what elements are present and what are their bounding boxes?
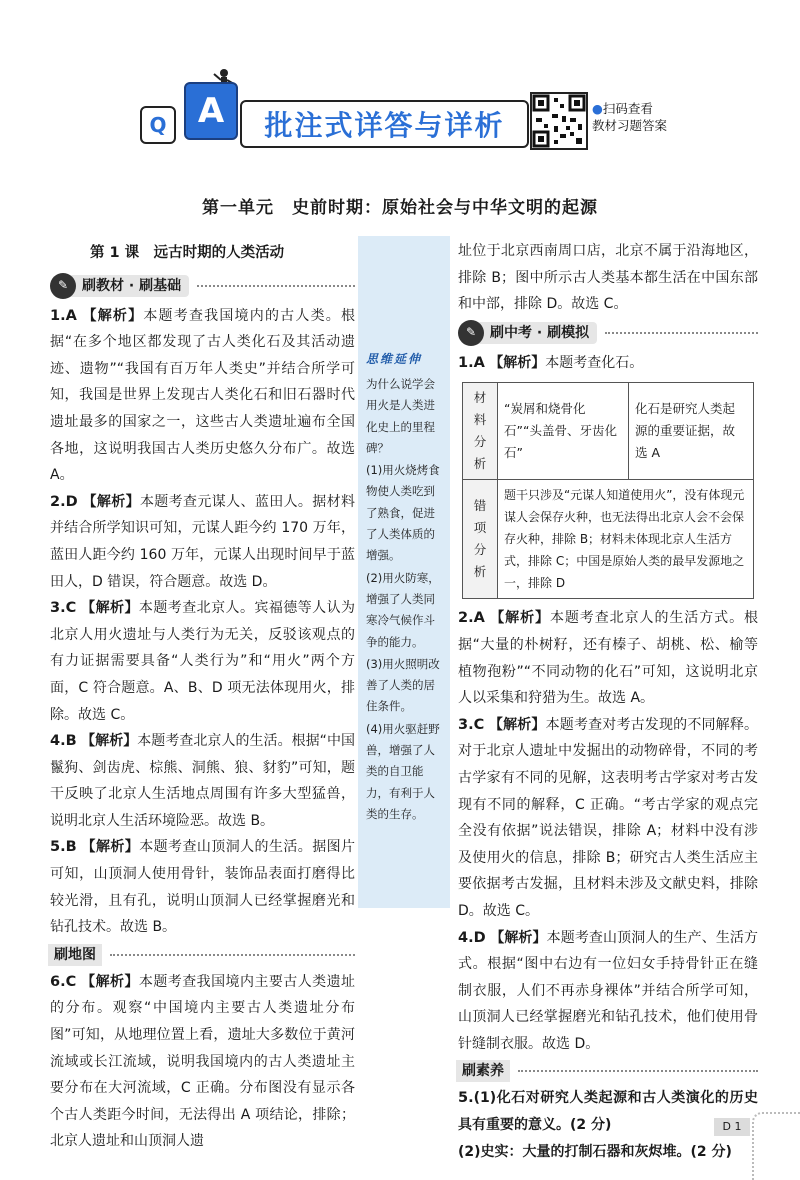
divider xyxy=(197,285,355,287)
answer-item: 6.C 【解析】本题考查我国境内主要古人类遗址的分布。观察“中国境内主要古人类遗址分布图”可知，从地理位置上看，遗址大多数位于黄河流域或长江流域，说明我国境内的古人类遗址主要分布在大河流域，C 正确。分布图没有显示各个古人类距今时间，无法得出 A 项结论，排除；北京人遗址和山顶洞人遗 xyxy=(50,973,356,1150)
corner-decoration xyxy=(752,1112,800,1180)
brush-icon: ✎ xyxy=(50,273,76,299)
brush-icon: ✎ xyxy=(458,320,484,346)
left-column xyxy=(50,240,355,1155)
extension-point: (4)用火驱赶野兽，增强了人类的自卫能力，有利于人类的生存。 xyxy=(366,721,440,821)
table-cell: 题干只涉及“元谋人知道使用火”，没有体现元谋人会保存火种，也无法得出北京人会不会保存火种，排除 B；材料未体现北京人生活方式，排除 C；中国是原始人类的最早发源地之一，排除 D xyxy=(498,480,754,599)
divider xyxy=(110,954,355,956)
answer-item: 2.D 【解析】本题考查元谋人、蓝田人。据材料并结合所学知识可知，元谋人距今约 170 万年，蓝田人距今约 160 万年，元谋人出现时间早于蓝田人，D 错误，符合题意。故选 D。 xyxy=(50,493,356,590)
answer-item: 1.A 【解析】本题考查化石。 xyxy=(458,354,644,371)
chapter-title: 第一单元 史前时期：原始社会与中华文明的起源 xyxy=(202,198,598,218)
right-column xyxy=(458,238,758,1165)
table-row-head: 错项分析 xyxy=(463,480,498,599)
section-label: 刷素养 xyxy=(456,1060,510,1082)
q-badge: Q xyxy=(140,106,176,144)
lesson-title: 第 1 课 远古时期的人类活动 xyxy=(90,245,285,261)
table-cell: “炭屑和烧骨化石”“头盖骨、牙齿化石” xyxy=(498,383,629,480)
analysis-table xyxy=(462,382,754,599)
extension-question: 为什么说学会用火是人类进化史上的里程碑？ xyxy=(366,377,435,455)
extension-title: 思维延伸 xyxy=(366,352,423,366)
qr-code-icon[interactable] xyxy=(530,92,588,150)
section-header-map xyxy=(48,943,355,967)
extension-point: (3)用火照明改善了人类的居住条件。 xyxy=(366,656,440,714)
answer-item: 2.A 【解析】本题考查北京人的生活方式。根据“大量的朴树籽，还有榛子、胡桃、松、榆等植物孢粉”“不同动物的化石”可知，这说明北京人以采集和狩猎为生。故选 A。 xyxy=(458,610,759,707)
a-badge: A xyxy=(184,82,238,140)
answer-item: 3.C 【解析】本题考查对考古发现的不同解释。对于北京人遗址中发掘出的动物碎骨，不同的考古学家有不同的见解，这表明考古学家对考古发现有不同的解释，C 正确。“考古学家的观点完全没有依据”说法错误，排除 A；材料中没有涉及使用火的信息，排除 B；研究古人类生活应主要依据考古发掘，且材料未涉及文献史料，排除 D。故选 C。 xyxy=(458,716,759,919)
answer-item: 4.B 【解析】本题考查北京人的生活。根据“中国鬣狗、剑齿虎、棕熊、洞熊、狼、豺豹”可知，题干反映了北京人生活地点周围有许多大型猛兽，说明北京人生活环境险恶。故选 B。 xyxy=(50,733,355,829)
answer-item: 3.C 【解析】本题考查北京人。宾福德等人认为北京人用火遗址与人类行为无关，反驳该观点的有力证据需要具备“人类行为”和“用火”两个方面，C 符合题意。A、B、D 项无法体现用火，排除。故选 C。 xyxy=(50,600,356,723)
qr-caption xyxy=(592,100,667,134)
qr-caption-line1: 扫码查看 xyxy=(602,101,653,116)
answer-item: 4.D 【解析】本题考查山顶洞人的生产、生活方式。根据“图中右边有一位妇女手持骨针正在缝制衣服，人们不再赤身裸体”并结合所学可知，山顶洞人已经掌握磨光和钻孔技术，他们使用骨针缝制衣服。故选 D。 xyxy=(458,929,759,1052)
answer-item: 1.A 【解析】本题考查我国境内的古人类。根据“在多个地区都发现了古人类化石及其活动遗迹、遗物”“我国有百万年人类史”并结合所学可知，我国是世界上发现古人类化石和旧石器时代遗址最多的国家之一，这些古人类遗址遍布全国各地，这说明我国古人类历史悠久分布广。故选 A。 xyxy=(50,307,356,484)
table-cell: 化石是研究人类起源的重要证据，故选 A xyxy=(629,383,754,480)
section-label: 刷中考 · 刷模拟 xyxy=(478,322,597,344)
page-number: D 1 xyxy=(714,1118,750,1136)
divider xyxy=(518,1070,758,1072)
extension-point: (2)用火防寒，增强了人类同寒冷气候作斗争的能力。 xyxy=(366,570,440,649)
thinking-extension-panel xyxy=(358,236,450,908)
section-label: 刷教材 · 刷基础 xyxy=(70,275,189,297)
continued-text: 址位于北京西南周口店，北京不属于沿海地区，排除 B；图中所示古人类基本都生活在中国东部和中部，排除 D。故选 C。 xyxy=(458,243,758,313)
answer-item: 5.(1)化石对研究人类起源和古人类演化的历史具有重要的意义。(2 分) xyxy=(458,1090,758,1134)
scan-icon: ● xyxy=(592,101,603,116)
answer-item: 5.B 【解析】本题考查山顶洞人的生活。据图片可知，山顶洞人使用骨针，装饰品表面打磨得比较光滑，且有孔，说明山顶洞人已经掌握磨光和钻孔技术。故选 B。 xyxy=(50,839,356,936)
section-label: 刷地图 xyxy=(48,944,102,966)
divider xyxy=(605,332,758,334)
answer-item-line: (2)史实：大量的打制石器和灰烬堆。(2 分) xyxy=(458,1143,732,1160)
section-header-exam xyxy=(458,320,758,346)
qr-caption-line2: 教材习题答案 xyxy=(592,118,668,133)
banner-title: 批注式详答与详析 xyxy=(240,100,529,148)
table-row-head: 材料分析 xyxy=(463,383,498,480)
extension-point: (1)用火烧烤食物使人类吃到了熟食，促进了人类体质的增强。 xyxy=(366,463,440,563)
header-banner xyxy=(140,72,680,150)
extension-body xyxy=(366,374,444,826)
section-header-literacy xyxy=(456,1059,758,1083)
section-header-textbook xyxy=(50,273,355,299)
